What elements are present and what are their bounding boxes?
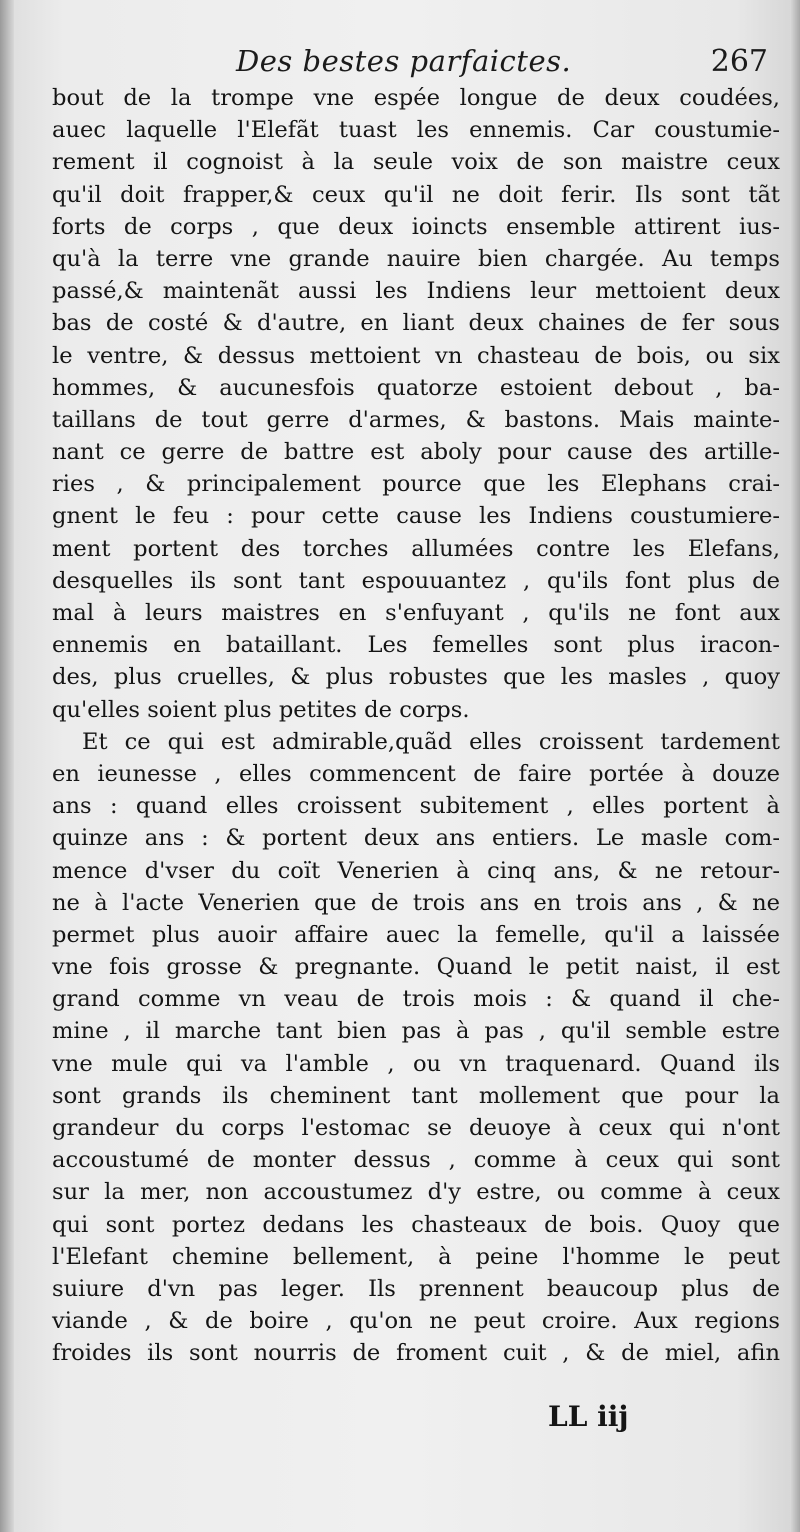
text-line: passé,& maintenãt aussi les Indiens leur mettoient deux (52, 278, 780, 305)
running-title: Des bestes parfaictes. (236, 44, 572, 78)
text-line: forts de corps , que deux ioincts ensemble attirent ius- (52, 213, 780, 240)
text-line: taillans de tout gerre d'armes, & bastons. Mais mainte- (52, 406, 780, 433)
text-line: ne à l'acte Venerien que de trois ans en trois ans , & ne (52, 889, 780, 916)
text-line: qui sont portez dedans les chasteaux de bois. Quoy que (52, 1211, 780, 1238)
text-line: le ventre, & dessus mettoient vn chasteau de bois, ou six (52, 342, 780, 369)
text-line: qu'il doit frapper,& ceux qu'il ne doit ferir. Ils sont tãt (52, 181, 780, 208)
text-line: hommes, & aucunesfois quatorze estoient debout , ba- (52, 374, 780, 401)
text-line: vne mule qui va l'amble , ou vn traquenard. Quand ils (52, 1050, 780, 1077)
text-line: mence d'vser du coït Venerien à cinq ans, & ne retour- (52, 857, 780, 884)
text-line: desquelles ils sont tant espouuantez , qu'ils font plus de (52, 567, 780, 594)
text-line: accoustumé de monter dessus , comme à ceux qui sont (52, 1147, 780, 1174)
text-line: suiure d'vn pas leger. Ils prennent beaucoup plus de (52, 1275, 780, 1302)
text-line: grand comme vn veau de trois mois : & quand il che- (52, 986, 780, 1013)
text-line: vne fois grosse & pregnante. Quand le petit naist, il est (52, 954, 780, 981)
page-right-edge (790, 0, 800, 1532)
text-line: quinze ans : & portent deux ans entiers. Le masle com- (52, 825, 780, 852)
text-line: ries , & principalement pource que les Elephans crai- (52, 471, 780, 498)
text-line: bout de la trompe vne espée longue de deux coudées, (52, 85, 780, 111)
text-line: grandeur du corps l'estomac se deuoye à ceux qui n'ont (52, 1115, 780, 1141)
text-line: mine , il marche tant bien pas à pas , qu'il semble estre (52, 1018, 780, 1045)
text-line: gnent le feu : pour cette cause les Indiens coustumiere- (52, 503, 780, 530)
text-line: froides ils sont nourris de froment cuit , & de miel, afin (52, 1340, 780, 1367)
text-line: ennemis en bataillant. Les femelles sont plus iracon- (52, 632, 780, 659)
signature-mark: LL iij (548, 1400, 629, 1433)
text-line: mal à leurs maistres en s'enfuyant , qu'ils ne font aux (52, 600, 780, 626)
body-text (52, 82, 780, 1370)
text-line: ment portent des torches allumées contre les Elefans, (52, 535, 780, 562)
text-line: ans : quand elles croissent subitement , elles portent à (52, 793, 780, 820)
paragraph-end-line: qu'elles soient plus petites de corps. (52, 696, 470, 723)
text-line: rement il cognoist à la seule voix de son maistre ceux (52, 149, 780, 176)
text-line: sont grands ils cheminent tant mollement que pour la (52, 1082, 780, 1109)
page-number: 267 (710, 44, 768, 79)
text-line: nant ce gerre de battre est aboly pour cause des artille- (52, 439, 780, 466)
text-line: bas de costé & d'autre, en liant deux chaines de fer sous (52, 310, 780, 337)
text-line: qu'à la terre vne grande nauire bien chargée. Au temps (52, 245, 780, 272)
text-line: viande , & de boire , qu'on ne peut croire. Aux regions (52, 1308, 780, 1335)
text-line: des, plus cruelles, & plus robustes que les masles , quoy (52, 664, 780, 691)
text-line: auec laquelle l'Elefãt tuast les ennemis. Car coustumie- (52, 117, 780, 144)
page-left-edge (0, 0, 14, 1532)
paragraph-start-line: Et ce qui est admirable,quãd elles croissent tardement (82, 728, 780, 755)
text-line: en ieunesse , elles commencent de faire portée à douze (52, 760, 780, 787)
text-line: sur la mer, non accoustumez d'y estre, ou comme à ceux (52, 1179, 780, 1206)
text-line: l'Elefant chemine bellement, à peine l'homme le peut (52, 1243, 780, 1270)
text-line: permet plus auoir affaire auec la femelle, qu'il a laissée (52, 921, 780, 948)
